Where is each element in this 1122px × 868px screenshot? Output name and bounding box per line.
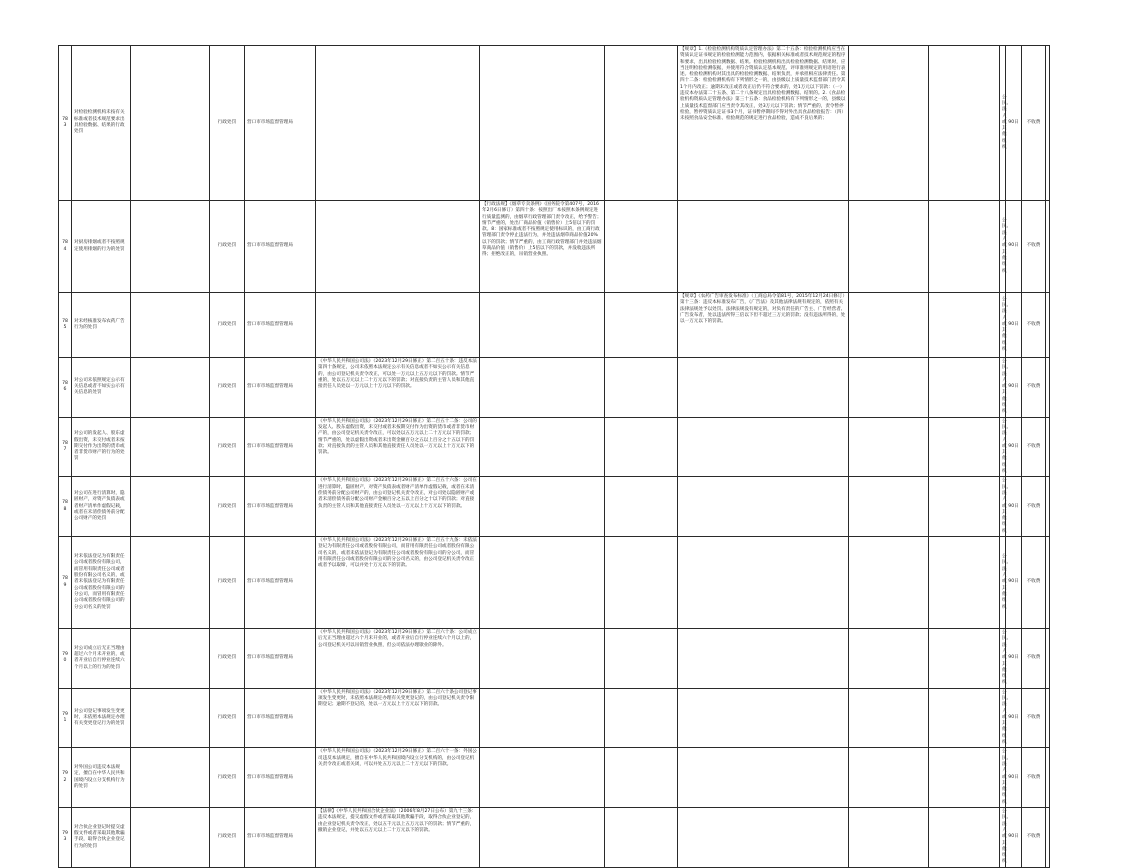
table-row <box>59 293 1050 358</box>
table-row <box>59 477 1050 537</box>
blank-cell <box>131 688 210 748</box>
blank-cell <box>131 417 210 477</box>
applicant-subject: 公民、法人或其他组织 <box>1000 808 1006 868</box>
table-row <box>59 201 1050 293</box>
legal-basis-b <box>480 46 605 201</box>
blank-cell <box>605 46 678 201</box>
item-name: 对未经核准发布农药广告行为的处罚 <box>72 293 131 358</box>
blank-cell <box>605 417 678 477</box>
item-category: 行政处罚 <box>210 417 245 477</box>
legal-basis-b <box>480 293 605 358</box>
time-limit: 90日 <box>1006 688 1022 748</box>
blank-cell <box>605 688 678 748</box>
blank-cell <box>1046 46 1050 201</box>
blank-cell <box>929 46 1000 201</box>
item-category: 行政处罚 <box>210 293 245 358</box>
item-name: 对公司成立后无正当理由超过六个月未开业的，或者开业后自行停业连续六个月以上的行为的处罚 <box>72 629 131 689</box>
blank-cell <box>1046 537 1050 629</box>
implementing-agency: 营口市市场监督管理局 <box>245 477 316 537</box>
legal-basis-a: 《中华人民共和国公司法》（2023年12月29日修正）第二百五十条：违反本法第四十条规定，公司未依照本法规定公示有关信息或者不如实公示有关信息的，由公司登记机关责令改正，可以处一万元以上五万元以下的罚款。情节严重的，处以五万元以上二十万元以下的罚款；对直接负责的主管人员和其他直接责任人员处以一万元以上十万元以下的罚款。 <box>316 358 480 418</box>
item-name: 对外国公司违反本法规定，擅自在中华人民共和国境内设立分支机构行为的处罚 <box>72 748 131 808</box>
legal-basis-c <box>678 201 849 293</box>
blank-cell <box>605 358 678 418</box>
legal-basis-b <box>480 358 605 418</box>
legal-basis-c <box>678 748 849 808</box>
legal-basis-c <box>678 417 849 477</box>
time-limit: 90日 <box>1006 748 1022 808</box>
blank-cell <box>605 477 678 537</box>
legal-basis-a <box>316 201 480 293</box>
item-category: 行政处罚 <box>210 358 245 418</box>
legal-basis-b <box>480 629 605 689</box>
item-name: 对检验检测机构未按有关标准或者技术规范要求出具检验数据、结果的行政处罚 <box>72 46 131 201</box>
implementing-agency: 营口市市场监督管理局 <box>245 748 316 808</box>
blank-cell <box>1046 293 1050 358</box>
item-name: 对公司未依照规定公示有关信息或者不如实公示有关信息的处罚 <box>72 358 131 418</box>
applicant-subject: 公民、法人或其他组织 <box>1000 201 1006 293</box>
legal-basis-b: 【行政法规】《烟草专卖条例》（国务院令第407号，2016年2月6日修订）第四十条：按照出厂本按照本条例规定进行质量监测的，由烟草行政管理部门责令改正，给予警告；情节严重的，处出厂商品价值（销售价）上5倍以下的罚款。8：国家标准或者不按照规定使用标识的，由工商行政管理部门责令停止违法行为，并处违法烟草商品价值20%以下的罚款；情节严重的，由工商行政管理部门并处违法烟草商品价值（销售价）上5倍以下的罚款，并没收违法所得；拒绝改正的，吊销营业执照。 <box>480 201 605 293</box>
blank-cell <box>1046 358 1050 418</box>
blank-cell <box>1046 688 1050 748</box>
legal-basis-b <box>480 748 605 808</box>
blank-cell <box>605 537 678 629</box>
legal-basis-b <box>480 417 605 477</box>
legal-basis-c: 【规章】《农药广告审查发布标准》（工商总局令第81号，2015年12月24日修订）第十三条：违反本标准发布广告，《广告法》及其他法律法规有规定的，依照有关法律法规处予以处罚。法律法规没有规定的，对负有责任的广告主、广告经营者、广告发布者，处以违法所得三倍以下但不超过三万元的罚款；没有违法所得的，处以一万元以下的罚款。 <box>678 293 849 358</box>
row-number: 789 <box>59 537 72 629</box>
blank-cell <box>849 629 929 689</box>
legal-basis-b <box>480 688 605 748</box>
blank-cell <box>605 808 678 868</box>
time-limit: 90日 <box>1006 808 1022 868</box>
legal-basis-b <box>480 537 605 629</box>
legal-basis-c <box>678 358 849 418</box>
blank-cell <box>605 293 678 358</box>
fee: 不收费 <box>1022 46 1046 201</box>
time-limit: 90日 <box>1006 537 1022 629</box>
applicant-subject: 公民、法人或其他组织 <box>1000 417 1006 477</box>
blank-cell <box>131 477 210 537</box>
legal-basis-c <box>678 688 849 748</box>
legal-basis-b <box>480 477 605 537</box>
blank-cell <box>929 417 1000 477</box>
fee: 不收费 <box>1022 688 1046 748</box>
item-name: 对公司登记事项发生变更时，未依照本法规定办理有关变更登记行为的处罚 <box>72 688 131 748</box>
blank-cell <box>131 808 210 868</box>
blank-cell <box>1046 748 1050 808</box>
table-row <box>59 808 1050 868</box>
fee: 不收费 <box>1022 808 1046 868</box>
row-number: 788 <box>59 477 72 537</box>
implementing-agency: 营口市市场监督管理局 <box>245 417 316 477</box>
fee: 不收费 <box>1022 629 1046 689</box>
blank-cell <box>849 358 929 418</box>
applicant-subject: 公民、法人或其他组织 <box>1000 358 1006 418</box>
implementing-agency: 营口市市场监督管理局 <box>245 358 316 418</box>
blank-cell <box>131 358 210 418</box>
blank-cell <box>131 46 210 201</box>
blank-cell <box>929 629 1000 689</box>
fee: 不收费 <box>1022 201 1046 293</box>
legal-basis-a: 《中华人民共和国公司法》（2023年12月29日修正）第二百五十二条：公司的发起人、股东虚假出资，未交付或者未按期交付作为出资的货币或者非货币财产的，由公司登记机关责令改正，可以处以五万元以上二十万元以下的罚款；情节严重的，处以虚假出资或者未出资金额百分之五以上百分之十五以下的罚款；对直接负责的主管人员和其他直接责任人员处以一万元以上十万元以下的罚款。 <box>316 417 480 477</box>
row-number: 783 <box>59 46 72 201</box>
blank-cell <box>929 748 1000 808</box>
item-category: 行政处罚 <box>210 46 245 201</box>
time-limit: 90日 <box>1006 46 1022 201</box>
legal-basis-a: 《中华人民共和国公司法》（2023年12月29日修正）第二百六十条公司登记事项发生变更时，未依照本法规定办理有关变更登记的，由公司登记机关责令限期登记；逾期不登记的，处以一万元以上十万元以下的罚款。 <box>316 688 480 748</box>
applicant-subject: 公民、法人或其他组织 <box>1000 537 1006 629</box>
applicant-subject: 公民、法人或其他组织 <box>1000 477 1006 537</box>
fee: 不收费 <box>1022 477 1046 537</box>
time-limit: 90日 <box>1006 477 1022 537</box>
item-category: 行政处罚 <box>210 808 245 868</box>
blank-cell <box>849 688 929 748</box>
applicant-subject: 公民、法人或其他组织 <box>1000 688 1006 748</box>
blank-cell <box>929 688 1000 748</box>
blank-cell <box>849 417 929 477</box>
blank-cell <box>605 201 678 293</box>
item-category: 行政处罚 <box>210 477 245 537</box>
implementing-agency: 营口市市场监督管理局 <box>245 201 316 293</box>
time-limit: 90日 <box>1006 201 1022 293</box>
applicant-subject: 公民、法人或其他组织 <box>1000 293 1006 358</box>
row-number: 787 <box>59 417 72 477</box>
legal-basis-c <box>678 629 849 689</box>
blank-cell <box>1046 808 1050 868</box>
row-number: 790 <box>59 629 72 689</box>
blank-cell <box>929 808 1000 868</box>
fee: 不收费 <box>1022 358 1046 418</box>
implementing-agency: 营口市市场监督管理局 <box>245 629 316 689</box>
time-limit: 90日 <box>1006 417 1022 477</box>
time-limit: 90日 <box>1006 358 1022 418</box>
blank-cell <box>605 748 678 808</box>
fee: 不收费 <box>1022 537 1046 629</box>
blank-cell <box>849 46 929 201</box>
item-name: 对厨房排烟或者不按照规定使用排烟的行为的处罚 <box>72 201 131 293</box>
blank-cell <box>1046 629 1050 689</box>
implementing-agency: 营口市市场监督管理局 <box>245 808 316 868</box>
row-number: 785 <box>59 293 72 358</box>
item-name: 对未依法登记为有限责任公司或者股份有限公司，而冒用有限责任公司或者股份有限公司名义的，或者未依法登记为有限责任公司或者股份有限公司的分公司，而冒用有限责任公司或者股份有限公司的分公司名义的处罚 <box>72 537 131 629</box>
item-category: 行政处罚 <box>210 201 245 293</box>
item-name: 对合伙企业登记时提交虚假文件或者采取其他欺骗手段，取得合伙企业登记行为的处罚 <box>72 808 131 868</box>
blank-cell <box>1046 201 1050 293</box>
implementing-agency: 营口市市场监督管理局 <box>245 537 316 629</box>
blank-cell <box>849 748 929 808</box>
implementing-agency: 营口市市场监督管理局 <box>245 46 316 201</box>
applicant-subject: 公民、法人或其他组织 <box>1000 46 1006 201</box>
blank-cell <box>131 537 210 629</box>
blank-cell <box>929 358 1000 418</box>
row-number: 791 <box>59 688 72 748</box>
authority-list-table <box>58 45 1050 868</box>
table-row <box>59 417 1050 477</box>
legal-basis-a: 《中华人民共和国公司法》（2023年12月29日修正）第二百五十六条：公司在进行清算时，隐匿财产，对资产负债表或者财产清单作虚假记载，或者在未清偿债务前分配公司财产的，由公司登记机关责令改正，对公司处以隐匿财产或者未清偿债务前分配公司财产金额百分之五以上百分之十以下的罚款；对直接负责的主管人员和其他直接责任人员处以一万元以上十万元以下的罚款。 <box>316 477 480 537</box>
legal-basis-b <box>480 808 605 868</box>
table-row <box>59 688 1050 748</box>
blank-cell <box>849 477 929 537</box>
legal-basis-a: 《中华人民共和国公司法》（2023年12月29日修正）第二百六十条：公司成立后无正当理由超过六个月未开业的，或者开业后自行停业连续六个月以上的，公司登记机关可以吊销营业执照，但公司依法办理歇业的除外。 <box>316 629 480 689</box>
blank-cell <box>131 748 210 808</box>
table-row <box>59 748 1050 808</box>
blank-cell <box>605 629 678 689</box>
legal-basis-a <box>316 46 480 201</box>
row-number: 784 <box>59 201 72 293</box>
legal-basis-a <box>316 293 480 358</box>
legal-basis-c <box>678 477 849 537</box>
table-row <box>59 358 1050 418</box>
item-category: 行政处罚 <box>210 537 245 629</box>
applicant-subject: 公民、法人或其他组织 <box>1000 748 1006 808</box>
time-limit: 90日 <box>1006 293 1022 358</box>
time-limit: 90日 <box>1006 629 1022 689</box>
row-number: 792 <box>59 748 72 808</box>
implementing-agency: 营口市市场监督管理局 <box>245 688 316 748</box>
blank-cell <box>849 293 929 358</box>
blank-cell <box>929 537 1000 629</box>
blank-cell <box>1046 417 1050 477</box>
fee: 不收费 <box>1022 748 1046 808</box>
item-name: 对公司的发起人、股东虚假出资，未交付或者未按期交付作为出资的货币或者非货币财产的行为的处罚 <box>72 417 131 477</box>
blank-cell <box>131 201 210 293</box>
table-row <box>59 629 1050 689</box>
blank-cell <box>131 293 210 358</box>
implementing-agency: 营口市市场监督管理局 <box>245 293 316 358</box>
blank-cell <box>849 537 929 629</box>
item-category: 行政处罚 <box>210 629 245 689</box>
item-category: 行政处罚 <box>210 688 245 748</box>
blank-cell <box>849 201 929 293</box>
row-number: 786 <box>59 358 72 418</box>
legal-basis-a: 《中华人民共和国公司法》（2023年12月29日修正）第二百五十九条：未依法登记为有限责任公司或者股份有限公司，而冒用有限责任公司或者股份有限公司名义的，或者未依法登记为有限责任公司或者股份有限公司的分公司，而冒用有限责任公司或者股份有限公司的分公司名义的，由公司登记机关责令改正或者予以取缔，可以并处十万元以下的罚款。 <box>316 537 480 629</box>
blank-cell <box>929 201 1000 293</box>
blank-cell <box>849 808 929 868</box>
row-number: 793 <box>59 808 72 868</box>
blank-cell <box>929 477 1000 537</box>
applicant-subject: 公民、法人或其他组织 <box>1000 629 1006 689</box>
legal-basis-a: 【法律】《中华人民共和国合伙企业法》（2006年8月27日公布）第九十三条：违反本法规定，提交虚假文件或者采取其他欺骗手段，取得合伙企业登记的，由企业登记机关责令改正，处以五千元以上五万元以下的罚款；情节严重的，撤销企业登记，并处以五万元以上二十万元以下的罚款。 <box>316 808 480 868</box>
item-name: 对公司在进行清算时，隐匿财产，对资产负债表或者财产清单作虚假记载，或者在未清偿债务前分配公司财产的处罚 <box>72 477 131 537</box>
table-row <box>59 46 1050 201</box>
item-category: 行政处罚 <box>210 748 245 808</box>
fee: 不收费 <box>1022 293 1046 358</box>
table-row <box>59 537 1050 629</box>
legal-basis-a: 《中华人民共和国公司法》（2023年12月29日修正）第二百六十一条：外国公司违反本法规定，擅自在中华人民共和国境内设立分支机构的，由公司登记机关责令改正或者关闭，可以并处五万元以上二十万元以下的罚款。 <box>316 748 480 808</box>
legal-basis-c: 【规章】1.《检验检测机构资质认定管理办法》第二十五条：检验检测机构应当在资质认定证书规定的检验检测能力范围内，依据相关标准或者技术规范规定的程序和要求，出具检验检测数据、结果。检验检测机构出具检验检测数据、结果时，应当注明检验检测依据，并使用符合资质认定基本规范、评审准则规定的用语进行表述。检验检测机构对其出具的检验检测数据、结果负责，并承担相应法律责任。第四十二条：检验检测机构有下列情形之一的，由县级以上质量技术监督部门责令其1个月内改正；逾期未改正或者改正后仍不符合要求的，处1万元以下罚款：（一）违反本办法第二十五条、第二十八条规定出具检验检测数据、结果的。2.《食品检验机构资质认定管理办法》第三十五条：食品检验机构有下列情形之一的，县级以上质量技术监督部门应当责令其改正，处3万元以下罚款；情节严重的，责令暂停检验，暂停资质认定证书3个月，证书暂停期间不得对外出具食品检验报告：（四）未按照食品安全标准、检验规范的规定进行食品检验，造成不良后果的； <box>678 46 849 201</box>
legal-basis-c <box>678 808 849 868</box>
fee: 不收费 <box>1022 417 1046 477</box>
blank-cell <box>929 293 1000 358</box>
blank-cell <box>1046 477 1050 537</box>
legal-basis-c <box>678 537 849 629</box>
blank-cell <box>131 629 210 689</box>
